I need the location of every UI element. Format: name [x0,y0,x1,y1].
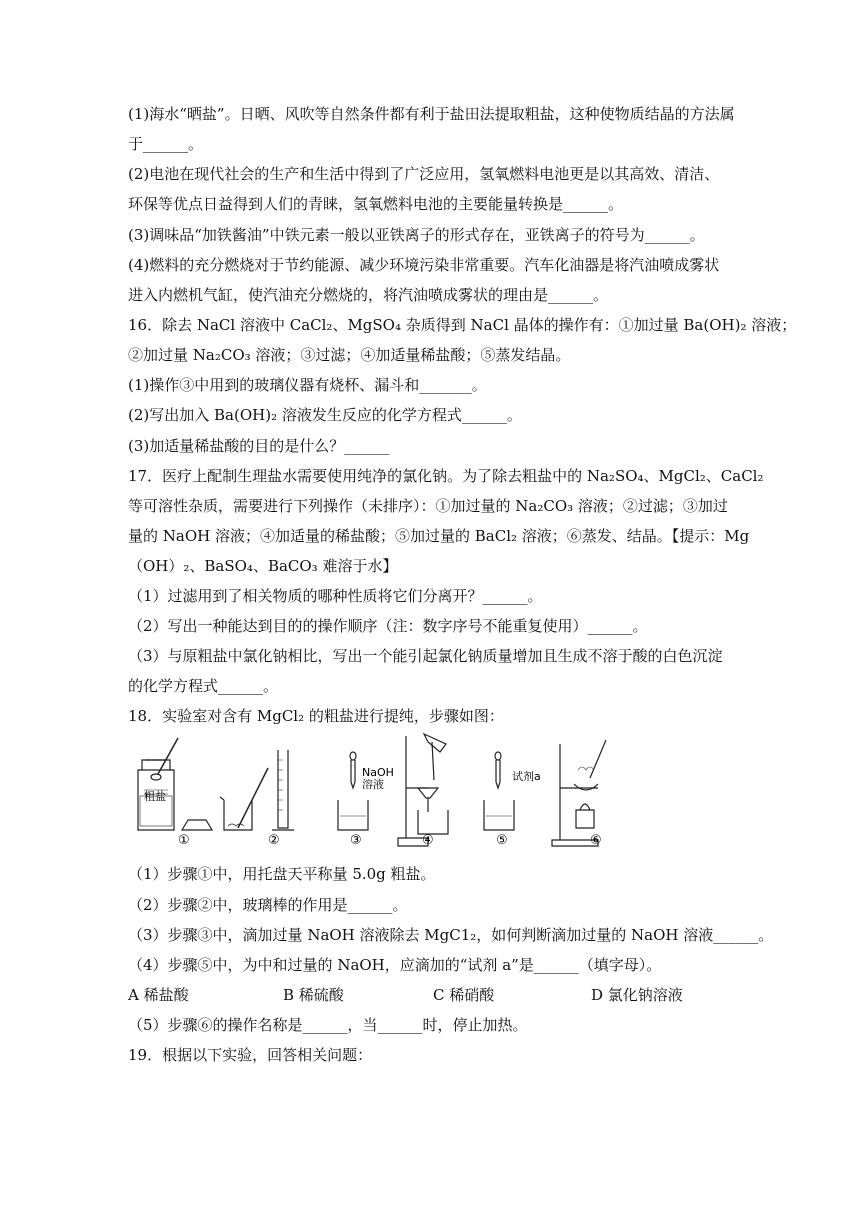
q18-apparatus-figure [128,730,728,848]
beaker-icon-2 [484,800,514,830]
q15-part1-line1: (1)海水“晒盐”。日晒、风吹等自然条件都有利于盐田法提取粗盐，这种使物质结晶的方法属 [128,105,735,123]
q16-stem-line1: 16．除去 NaCl 溶液中 CaCl₂、MgSO₄ 杂质得到 NaCl 晶体的操作有：①加过量 Ba(OH)₂ 溶液； [128,316,797,334]
q17-part3-line2: 的化学方程式______。 [128,677,279,695]
beaker-stirring-icon [220,768,268,830]
q15-part3: (3)调味品“加铁酱油”中铁元素一般以亚铁离子的形式存在，亚铁离子的符号为______。 [128,226,705,244]
q18-part5: （5）步骤⑥的操作名称是______，当______时，停止加热。 [128,1016,528,1034]
step-4-number: ④ [422,833,434,848]
step-6-number: ⑥ [590,833,602,848]
q18-part2: （2）步骤②中，玻璃棒的作用是______。 [128,896,408,914]
step-2-number: ② [268,833,280,848]
beaker-icon [338,800,368,830]
naoh-label-line2: 溶液 [362,778,384,791]
q17-part3-line1: （3）与原粗盐中氯化钠相比，写出一个能引起氯化钠质量增加且生成不溶于酸的白色沉淀 [128,647,723,665]
dropper-icon [350,752,356,788]
q19-stem: 19．根据以下实验，回答相关问题： [128,1046,373,1064]
step-3-number: ③ [350,833,362,848]
q17-stem-line4: （OH）₂、BaSO₄、BaCO₃ 难溶于水】 [128,557,398,575]
q18-option-b: B 稀硫酸 [283,986,344,1004]
q18-option-a: A 稀盐酸 [128,986,189,1004]
evaporation-setup-icon [552,740,606,846]
bottle-label: 粗盐 [144,790,166,803]
measuring-cylinder-icon [272,750,294,830]
q16-part2: (2)写出加入 Ba(OH)₂ 溶液发生反应的化学方程式______。 [128,406,522,424]
q17-part2: （2）写出一种能达到目的的操作顺序（注：数字序号不能重复使用）______。 [128,617,648,635]
dropper-icon-2 [495,752,501,788]
reagent-a-label: 试剂a [512,770,541,783]
q17-stem-line2: 等可溶性杂质，需要进行下列操作（未排序）：①加过量的 Na₂CO₃ 溶液；②过滤；③加过 [128,497,728,515]
q18-part4: （4）步骤⑤中，为中和过量的 NaOH，应滴加的“试剂 a”是______（填字母）。 [128,956,662,974]
naoh-label-line1: NaOH [362,766,394,779]
filtration-setup-icon [398,734,448,846]
q18-stem: 18．实验室对含有 MgCl₂ 的粗盐进行提纯，步骤如图： [128,707,504,725]
q15-part2-line2: 环保等优点日益得到人们的青睐，氢氧燃料电池的主要能量转换是______。 [128,195,624,213]
q16-part1: (1)操作③中用到的玻璃仪器有烧杯、漏斗和_______。 [128,376,487,394]
q16-part3: (3)加适量稀盐酸的目的是什么？______ [128,437,390,455]
weight-block-icon [182,820,212,830]
q18-part3: （3）步骤③中，滴加过量 NaOH 溶液除去 MgC1₂，如何判断滴加过量的 NaOH 溶液______。 [128,926,774,944]
q15-part2-line1: (2)电池在现代社会的生产和生活中得到了广泛应用，氢氧燃料电池更是以其高效、清洁、 [128,165,720,183]
q15-part1-line2: 于______。 [128,135,204,153]
step-5-number: ⑤ [496,833,508,848]
q18-part1: （1）步骤①中，用托盘天平称量 5.0g 粗盐。 [128,865,436,883]
q17-stem-line3: 量的 NaOH 溶液；④加适量的稀盐酸；⑤加过量的 BaCl₂ 溶液；⑥蒸发、结晶。【提示：Mg [128,527,750,545]
step-1-number: ① [178,833,190,848]
q15-part4-line1: (4)燃料的充分燃烧对于节约能源、减少环境污染非常重要。汽车化油器是将汽油喷成雾状 [128,256,720,274]
q18-option-d: D 氯化钠溶液 [591,986,683,1004]
q18-option-c: C 稀硝酸 [433,986,495,1004]
q16-stem-line2: ②加过量 Na₂CO₃ 溶液；③过滤；④加适量稀盐酸；⑤蒸发结晶。 [128,346,571,364]
q17-stem-line1: 17．医疗上配制生理盐水需要使用纯净的氯化钠。为了除去粗盐中的 Na₂SO₄、MgCl₂、CaCl₂ [128,467,764,485]
q15-part4-line2: 进入内燃机气缸，使汽油充分燃烧的，将汽油喷成雾状的理由是______。 [128,286,609,304]
reagent-bottle-icon [138,738,178,830]
q17-part1: （1）过滤用到了相关物质的哪种性质将它们分离开？______。 [128,587,543,605]
